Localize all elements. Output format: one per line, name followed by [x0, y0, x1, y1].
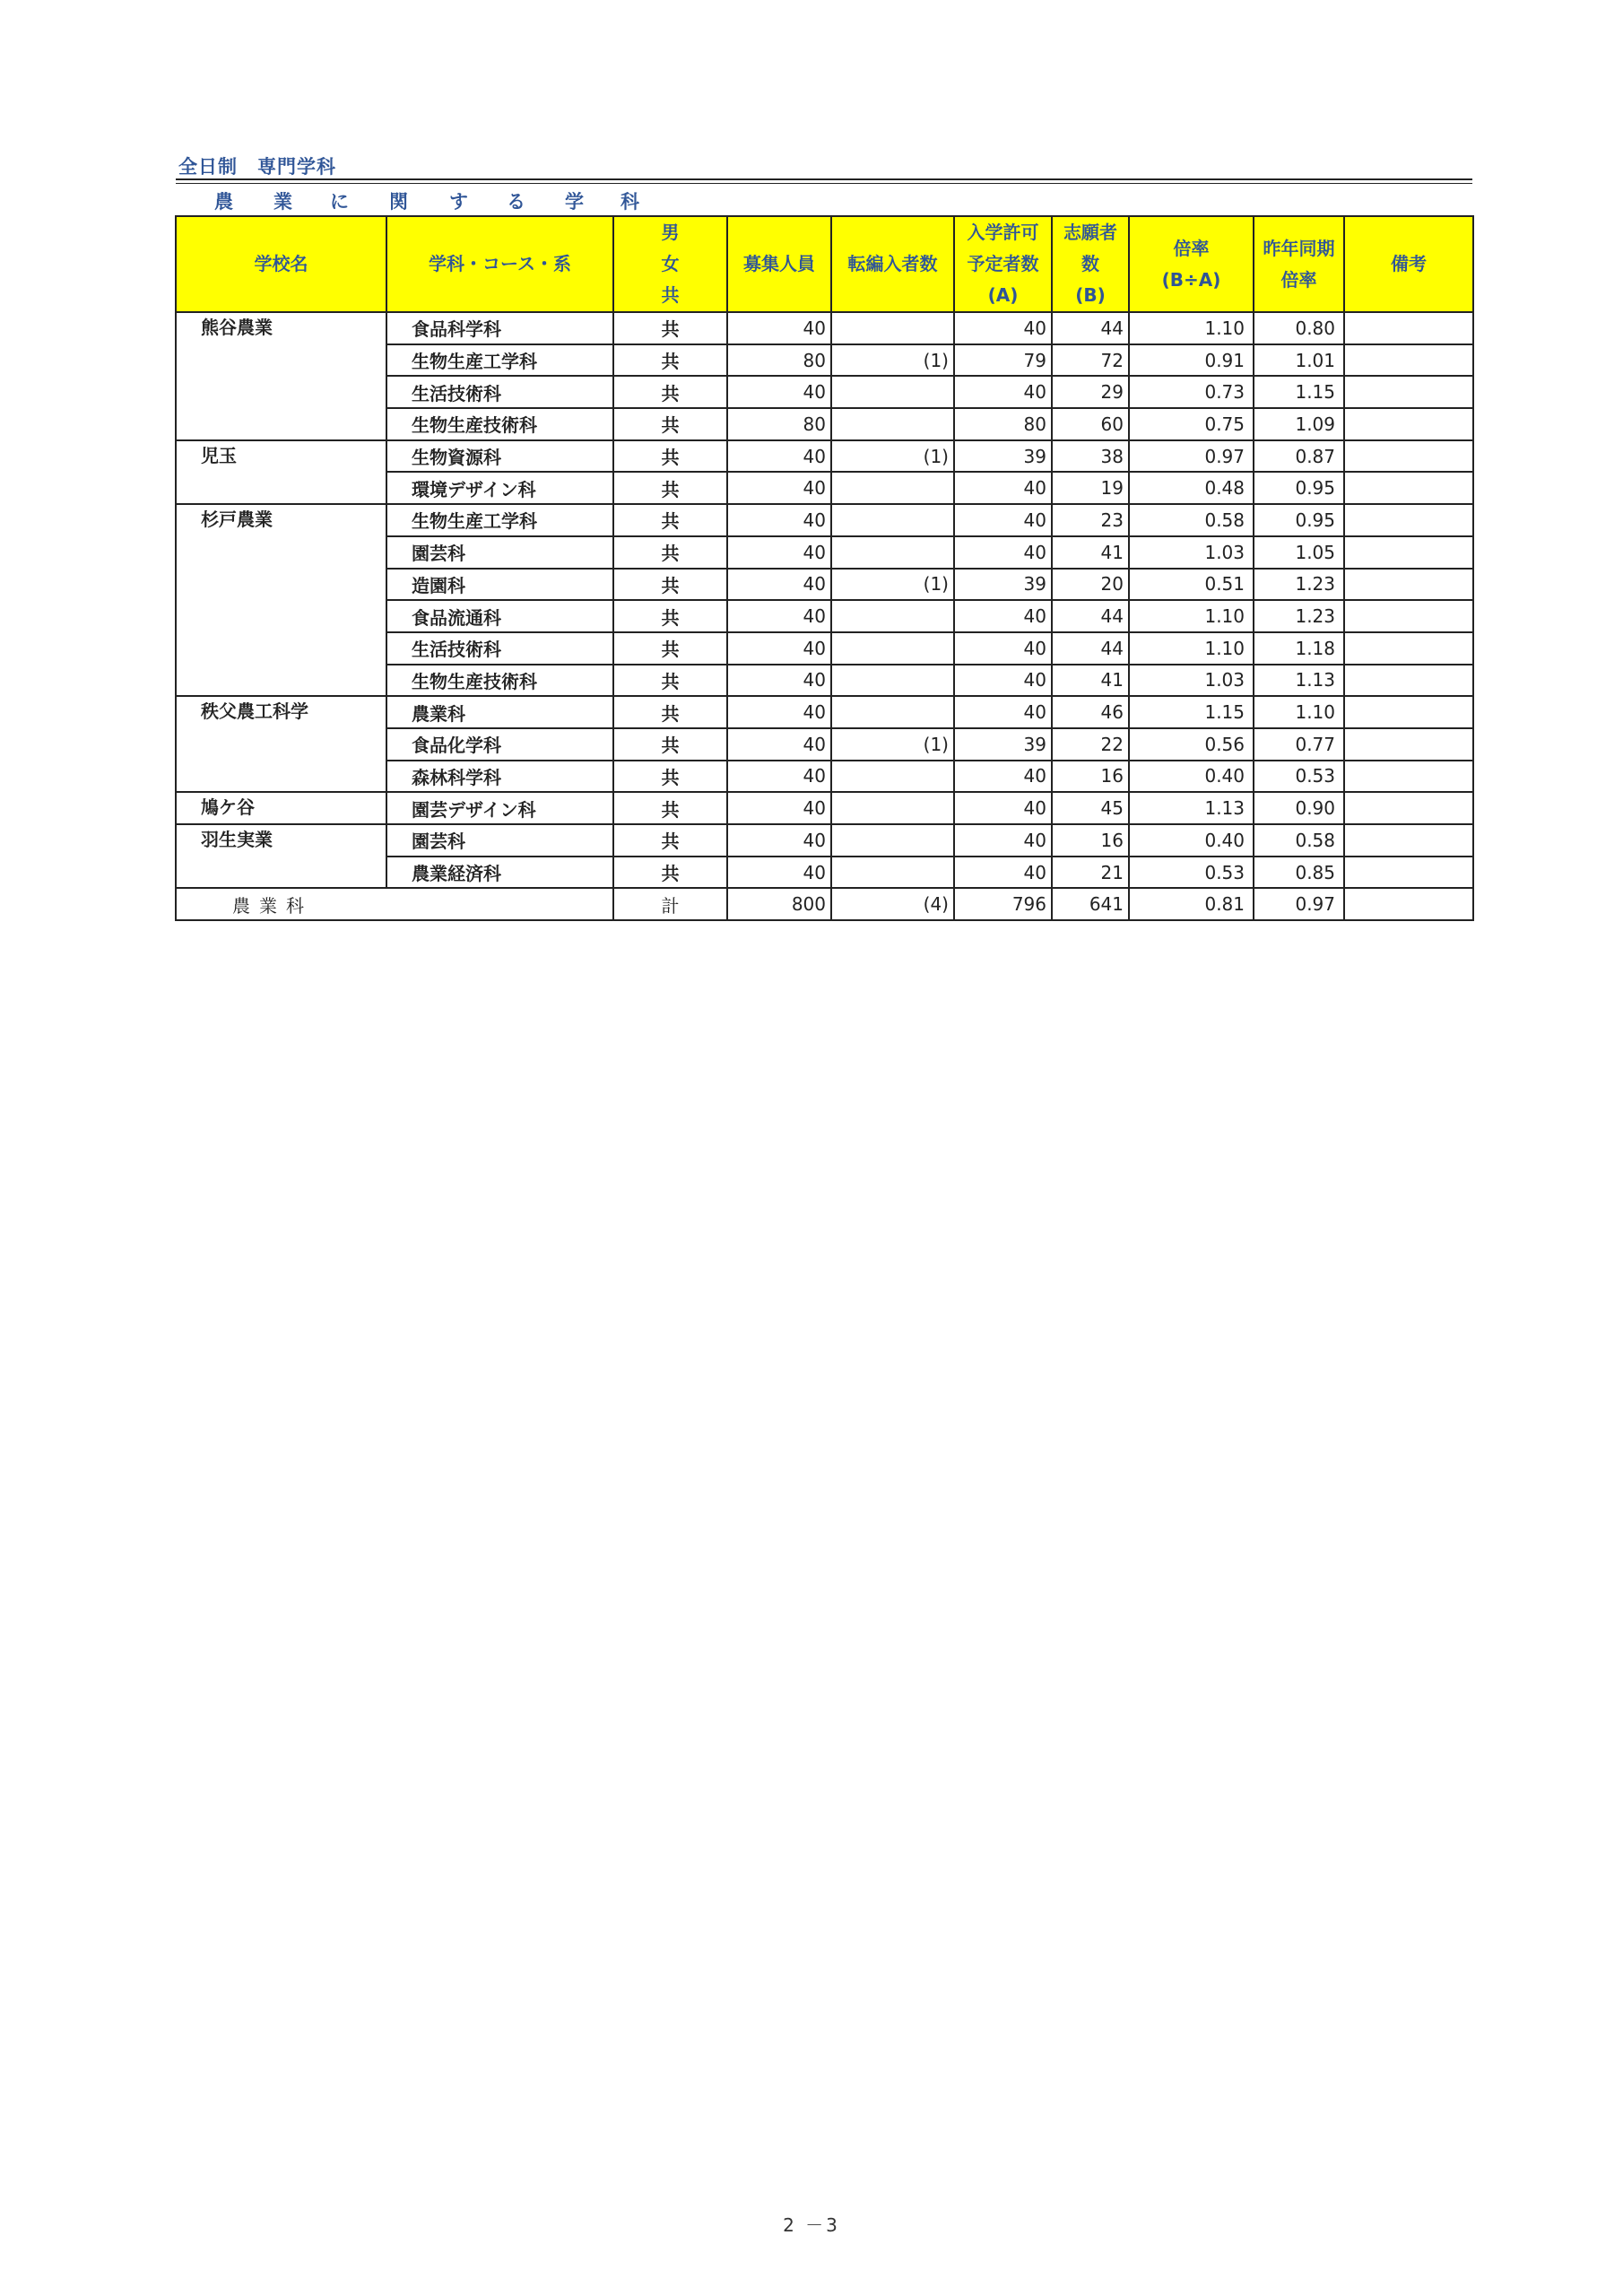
planned-cell: 40 — [954, 504, 1052, 536]
total-applicants-cell: 641 — [1052, 888, 1129, 920]
capacity-cell: 40 — [727, 696, 831, 728]
table-row — [176, 440, 1473, 473]
category-title-char: る — [507, 191, 525, 213]
note-cell — [1344, 857, 1473, 889]
title-rule-top — [176, 178, 1472, 180]
school-name-cell: 児玉 — [176, 440, 386, 504]
applicants-cell: 38 — [1052, 440, 1129, 473]
capacity-cell: 40 — [727, 376, 831, 408]
category-title-char: に — [330, 191, 349, 213]
last-year-ratio-cell: 1.09 — [1254, 408, 1344, 440]
planned-cell: 40 — [954, 312, 1052, 344]
department-cell: 食品化学科 — [386, 728, 613, 761]
capacity-cell: 40 — [727, 728, 831, 761]
planned-cell: 40 — [954, 761, 1052, 793]
school-name-cell: 秩父農工科学 — [176, 696, 386, 792]
transfer-cell — [831, 824, 954, 857]
school-name-cell: 杉戸農業 — [176, 504, 386, 696]
table-row — [176, 792, 1473, 824]
transfer-cell — [831, 472, 954, 504]
total-row — [176, 888, 1473, 920]
applicants-cell: 41 — [1052, 536, 1129, 569]
planned-cell: 40 — [954, 857, 1052, 889]
last-year-ratio-cell: 0.85 — [1254, 857, 1344, 889]
department-cell: 造園科 — [386, 569, 613, 601]
department-cell: 生物生産工学科 — [386, 504, 613, 536]
applicants-cell: 19 — [1052, 472, 1129, 504]
gender-cell: 共 — [613, 472, 727, 504]
table-row — [176, 696, 1473, 728]
ratio-cell: 0.97 — [1129, 440, 1254, 473]
capacity-cell: 40 — [727, 569, 831, 601]
transfer-cell — [831, 376, 954, 408]
gender-cell: 共 — [613, 761, 727, 793]
gender-cell: 共 — [613, 440, 727, 473]
gender-cell: 共 — [613, 824, 727, 857]
last-year-ratio-cell: 1.23 — [1254, 600, 1344, 632]
ratio-cell: 0.75 — [1129, 408, 1254, 440]
column-header-department — [386, 216, 613, 312]
applicants-cell: 45 — [1052, 792, 1129, 824]
planned-cell: 40 — [954, 472, 1052, 504]
column-header-line: 女 — [661, 253, 680, 274]
transfer-cell — [831, 696, 954, 728]
column-header-line: 入学許可 — [967, 222, 1039, 243]
note-cell — [1344, 728, 1473, 761]
column-header-line: 学科・コース・系 — [429, 253, 571, 274]
applicants-cell: 29 — [1052, 376, 1129, 408]
gender-cell: 共 — [613, 632, 727, 665]
capacity-cell: 40 — [727, 536, 831, 569]
note-cell — [1344, 824, 1473, 857]
gender-cell: 共 — [613, 376, 727, 408]
ratio-cell: 0.73 — [1129, 376, 1254, 408]
transfer-cell: (1) — [831, 728, 954, 761]
applicants-cell: 16 — [1052, 824, 1129, 857]
total-planned-cell: 796 — [954, 888, 1052, 920]
column-header-school — [176, 216, 386, 312]
gender-cell: 共 — [613, 696, 727, 728]
transfer-cell — [831, 792, 954, 824]
page-number: 2 －3 — [783, 2214, 840, 2236]
planned-cell: 39 — [954, 728, 1052, 761]
total-gender-cell: 計 — [613, 888, 727, 920]
note-cell — [1344, 440, 1473, 473]
department-cell: 生物生産工学科 — [386, 344, 613, 377]
column-header-line: (A) — [987, 284, 1019, 306]
column-header-line: 男 — [661, 222, 680, 243]
total-last-year-cell: 0.97 — [1254, 888, 1344, 920]
gender-cell: 共 — [613, 504, 727, 536]
ratio-cell: 1.13 — [1129, 792, 1254, 824]
planned-cell: 40 — [954, 632, 1052, 665]
ratio-cell: 1.03 — [1129, 665, 1254, 697]
ratio-cell: 0.91 — [1129, 344, 1254, 377]
column-header-line: (B) — [1075, 284, 1106, 306]
column-header-line: 共 — [661, 284, 680, 306]
note-cell — [1344, 632, 1473, 665]
note-cell — [1344, 504, 1473, 536]
column-header-line: 募集人員 — [743, 253, 815, 274]
last-year-ratio-cell: 1.10 — [1254, 696, 1344, 728]
applicants-cell: 44 — [1052, 632, 1129, 665]
ratio-cell: 0.40 — [1129, 824, 1254, 857]
applicants-cell: 23 — [1052, 504, 1129, 536]
category-title-char: 科 — [621, 191, 639, 213]
capacity-cell: 40 — [727, 312, 831, 344]
column-header-line: 学校名 — [254, 253, 308, 274]
column-header-line: 倍率 — [1280, 268, 1317, 291]
results-table — [175, 215, 1474, 921]
last-year-ratio-cell: 1.18 — [1254, 632, 1344, 665]
capacity-cell: 80 — [727, 344, 831, 377]
planned-cell: 40 — [954, 824, 1052, 857]
last-year-ratio-cell: 0.95 — [1254, 504, 1344, 536]
applicants-cell: 20 — [1052, 569, 1129, 601]
department-cell: 生活技術科 — [386, 632, 613, 665]
gender-cell: 共 — [613, 600, 727, 632]
table-row — [176, 824, 1473, 857]
note-cell — [1344, 536, 1473, 569]
applicants-cell: 72 — [1052, 344, 1129, 377]
last-year-ratio-cell: 0.90 — [1254, 792, 1344, 824]
gender-cell: 共 — [613, 569, 727, 601]
transfer-cell — [831, 600, 954, 632]
transfer-cell — [831, 632, 954, 665]
planned-cell: 40 — [954, 376, 1052, 408]
capacity-cell: 40 — [727, 632, 831, 665]
total-capacity-cell: 800 — [727, 888, 831, 920]
total-ratio-cell: 0.81 — [1129, 888, 1254, 920]
column-header-line: 昨年同期 — [1263, 237, 1335, 259]
department-cell: 森林科学科 — [386, 761, 613, 793]
last-year-ratio-cell: 1.15 — [1254, 376, 1344, 408]
department-cell: 食品科学科 — [386, 312, 613, 344]
gender-cell: 共 — [613, 665, 727, 697]
column-header-line: (B÷A) — [1161, 268, 1221, 291]
applicants-cell: 60 — [1052, 408, 1129, 440]
capacity-cell: 40 — [727, 665, 831, 697]
ratio-cell: 1.03 — [1129, 536, 1254, 569]
ratio-cell: 0.56 — [1129, 728, 1254, 761]
note-cell — [1344, 792, 1473, 824]
planned-cell: 40 — [954, 600, 1052, 632]
gender-cell: 共 — [613, 728, 727, 761]
transfer-cell — [831, 536, 954, 569]
gender-cell: 共 — [613, 792, 727, 824]
column-header-ratio — [1129, 216, 1254, 312]
ratio-cell: 1.10 — [1129, 312, 1254, 344]
applicants-cell: 16 — [1052, 761, 1129, 793]
department-cell: 農業経済科 — [386, 857, 613, 889]
column-header-line: 転編入者数 — [847, 253, 938, 274]
planned-cell: 39 — [954, 440, 1052, 473]
school-name-cell: 鳩ケ谷 — [176, 792, 386, 824]
column-header-line: 予定者数 — [967, 253, 1039, 274]
department-cell: 園芸科 — [386, 824, 613, 857]
applicants-cell: 22 — [1052, 728, 1129, 761]
transfer-cell: (1) — [831, 344, 954, 377]
capacity-cell: 40 — [727, 440, 831, 473]
last-year-ratio-cell: 0.53 — [1254, 761, 1344, 793]
planned-cell: 40 — [954, 696, 1052, 728]
ratio-cell: 1.10 — [1129, 632, 1254, 665]
ratio-cell: 1.10 — [1129, 600, 1254, 632]
note-cell — [1344, 696, 1473, 728]
applicants-cell: 46 — [1052, 696, 1129, 728]
department-cell: 生物生産技術科 — [386, 408, 613, 440]
note-cell — [1344, 665, 1473, 697]
department-cell: 生物生産技術科 — [386, 665, 613, 697]
column-header-applicants — [1052, 216, 1129, 312]
department-cell: 農業科 — [386, 696, 613, 728]
applicants-cell: 21 — [1052, 857, 1129, 889]
note-cell — [1344, 600, 1473, 632]
note-cell — [1344, 344, 1473, 377]
applicants-cell: 44 — [1052, 600, 1129, 632]
capacity-cell: 40 — [727, 472, 831, 504]
note-cell — [1344, 761, 1473, 793]
gender-cell: 共 — [613, 344, 727, 377]
last-year-ratio-cell: 1.01 — [1254, 344, 1344, 377]
ratio-cell: 1.15 — [1129, 696, 1254, 728]
last-year-ratio-cell: 1.05 — [1254, 536, 1344, 569]
note-cell — [1344, 569, 1473, 601]
column-header-line: 数 — [1081, 253, 1099, 274]
category-title — [176, 185, 803, 213]
table-row — [176, 504, 1473, 536]
column-header-line: 備考 — [1391, 253, 1427, 274]
table-row — [176, 312, 1473, 344]
transfer-cell — [831, 761, 954, 793]
transfer-cell — [831, 312, 954, 344]
applicants-cell: 41 — [1052, 665, 1129, 697]
column-header-line: 志願者 — [1063, 222, 1117, 243]
total-note-cell — [1344, 888, 1473, 920]
gender-cell: 共 — [613, 312, 727, 344]
gender-cell: 共 — [613, 408, 727, 440]
last-year-ratio-cell: 0.58 — [1254, 824, 1344, 857]
gender-cell: 共 — [613, 536, 727, 569]
column-header-line: 倍率 — [1173, 237, 1210, 259]
department-cell: 食品流通科 — [386, 600, 613, 632]
column-header-transfer — [831, 216, 954, 312]
department-cell: 園芸科 — [386, 536, 613, 569]
capacity-cell: 40 — [727, 857, 831, 889]
planned-cell: 79 — [954, 344, 1052, 377]
department-cell: 環境デザイン科 — [386, 472, 613, 504]
planned-cell: 40 — [954, 792, 1052, 824]
capacity-cell: 40 — [727, 761, 831, 793]
column-header-planned — [954, 216, 1052, 312]
last-year-ratio-cell: 0.77 — [1254, 728, 1344, 761]
ratio-cell: 0.58 — [1129, 504, 1254, 536]
ratio-cell: 0.51 — [1129, 569, 1254, 601]
capacity-cell: 40 — [727, 600, 831, 632]
total-label-cell: 農業科 — [176, 888, 613, 920]
last-year-ratio-cell: 0.80 — [1254, 312, 1344, 344]
column-header-notes — [1344, 216, 1473, 312]
school-name-cell: 熊谷農業 — [176, 312, 386, 440]
category-title-char: 学 — [565, 191, 584, 213]
transfer-cell — [831, 408, 954, 440]
total-transfer-cell: (4) — [831, 888, 954, 920]
planned-cell: 39 — [954, 569, 1052, 601]
capacity-cell: 40 — [727, 824, 831, 857]
capacity-cell: 80 — [727, 408, 831, 440]
category-title-char: 業 — [273, 191, 292, 213]
ratio-cell: 0.40 — [1129, 761, 1254, 793]
category-title-char: 関 — [389, 191, 408, 213]
last-year-ratio-cell: 1.23 — [1254, 569, 1344, 601]
transfer-cell — [831, 857, 954, 889]
note-cell — [1344, 376, 1473, 408]
note-cell — [1344, 312, 1473, 344]
planned-cell: 80 — [954, 408, 1052, 440]
last-year-ratio-cell: 0.95 — [1254, 472, 1344, 504]
title-rule-bottom — [176, 183, 1472, 184]
ratio-cell: 0.48 — [1129, 472, 1254, 504]
school-name-cell: 羽生実業 — [176, 824, 386, 888]
applicants-cell: 44 — [1052, 312, 1129, 344]
planned-cell: 40 — [954, 665, 1052, 697]
ratio-cell: 0.53 — [1129, 857, 1254, 889]
column-header-last-year-ratio — [1254, 216, 1344, 312]
department-cell: 生活技術科 — [386, 376, 613, 408]
gender-cell: 共 — [613, 857, 727, 889]
transfer-cell — [831, 504, 954, 536]
transfer-cell — [831, 665, 954, 697]
last-year-ratio-cell: 1.13 — [1254, 665, 1344, 697]
note-cell — [1344, 408, 1473, 440]
category-title-char: す — [449, 191, 468, 213]
last-year-ratio-cell: 0.87 — [1254, 440, 1344, 473]
transfer-cell: (1) — [831, 440, 954, 473]
column-header-capacity — [727, 216, 831, 312]
transfer-cell: (1) — [831, 569, 954, 601]
table-header-row — [176, 216, 1473, 312]
section-title: 全日制 専門学科 — [178, 156, 336, 178]
column-header-gender — [613, 216, 727, 312]
category-title-char: 農 — [214, 191, 233, 213]
department-cell: 園芸デザイン科 — [386, 792, 613, 824]
note-cell — [1344, 472, 1473, 504]
department-cell: 生物資源科 — [386, 440, 613, 473]
planned-cell: 40 — [954, 536, 1052, 569]
capacity-cell: 40 — [727, 504, 831, 536]
capacity-cell: 40 — [727, 792, 831, 824]
